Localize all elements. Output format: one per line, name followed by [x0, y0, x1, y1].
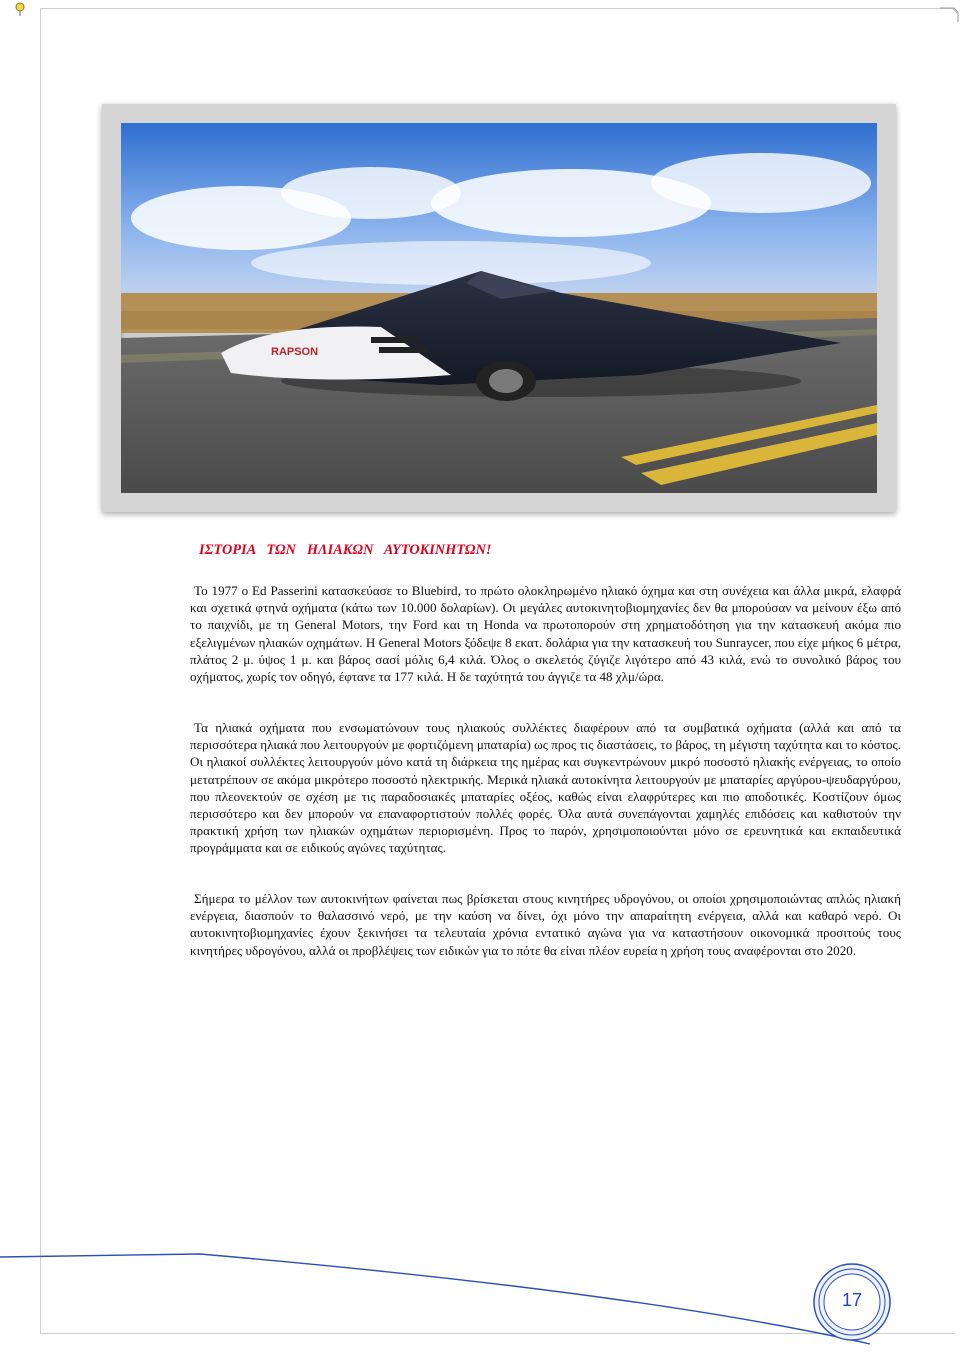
article-heading: ΙΣΤΟΡΙΑ ΤΩΝ ΗΛΙΑΚΩΝ ΑΥΤΟΚΙΝΗΤΩΝ! [199, 542, 492, 558]
svg-text:RAPSON: RAPSON [271, 346, 319, 358]
paragraph-2: Τα ηλιακά οχήματα που ενσωματώνουν τους ηλιακούς συλλέκτες διαφέρουν από τα συμβατικά οχήματα (αλλά και από τα περισσότερα ηλιακά που λειτουργούν με φορτιζόμενη μπαταρία) ως προς τις διαστάσεις, το βάρος, τη μέγιστη ταχύτητα και το κόστος. Οι ηλιακοί συλλέκτες λειτουργούν μόνο κατά τη διάρκεια της ημέρας και συγκεντρώνουν μικρό ποσοστό ηλιακής ενέργειας, το οποίο μετατρέπουν σε ακόμα μικρότερο ποσοστό ηλεκτρικής. Μερικά ηλιακά αυτοκίνητα λειτουργούν με μπαταρίες αργύρου-ψευδαργύρου, που πλεονεκτούν σε σχέση με τις παραδοσιακές μπαταρίες οξέος, καθώς είναι ελαφρύτερες και πιο αποδοτικές. Κοστίζουν όμως περισσότερο και δεν μπορούν να επαναφορτιστούν πολλές φορές. Όλα αυτά συνεπάγονται χαμηλές επιδόσεις και καθιστούν την πρακτική χρήση των ηλιακών οχημάτων περιορισμένη. Προς το παρόν, χρησιμοποιούνται μόνο σε ερευνητικά και εκπαιδευτικά προγράμματα και σε ειδικούς αγώνες ταχύτητας. [190, 720, 901, 856]
paragraph-1: Το 1977 ο Ed Passerini κατασκεύασε το Bluebird, το πρώτο ολοκληρωμένο ηλιακό όχημα και στη συνέχεια και άλλα μικρά, ελαφρά και σχετικά φτηνά οχήματα (κάτω των 10.000 δολαρίων). Οι μεγάλες αυτοκινητοβιομηχανίες δεν θα μπορούσαν να μείνουν έξω από το παιχνίδι, με τη General Motors, την Ford και τη Honda να πρωτοπορούν στη χρηματοδότηση για την κατασκευή ακόμα πιο εξελιγμένων ηλιακών οχημάτων. Η General Motors ξόδεψε 8 εκατ. δολάρια για την κατασκευή του Sunraycer, που είχε μήκος 6 μέτρα, πλάτος 2 μ. ύψος 1 μ. και βάρος σασί μόλις 6,4 κιλά. Όλος ο σκελετός ζύγιζε λιγότερο από 43 κιλά, ενώ το συνολικό βάρος του οχήματος, χωρίς τον οδηγό, έφτανε τα 177 κιλά. Η δε ταχύτητά του άγγιζε τα 48 χλμ/ώρα. [190, 583, 901, 685]
pin-icon [14, 2, 26, 16]
page-number: 17 [841, 1290, 863, 1310]
page-corner-icon [938, 2, 960, 24]
solar-car-photo [121, 123, 877, 493]
solar-car-photo-frame [102, 104, 896, 512]
paragraph-3: Σήμερα το μέλλον των αυτοκινήτων φαίνεται πως βρίσκεται στους κινητήρες υδρογόνου, οι οποίοι χρησιμοποιώντας απλώς ηλιακή ενέργεια, διασπούν το θαλασσινό νερό, με την καύση να δίνει, όχι μόνο την απαραίτητη ενέργεια, αλλά και καθαρό νερό. Οι αυτοκινητοβιομηχανίες έχουν ξεκινήσει τα τελευταία χρόνια εντατικό αγώνα για να καταστήσουν οικονομικά προσιτούς τους κινητήρες υδρογόνου, αλλά οι προβλέψεις των ειδικών για το πότε θα είναι πλέον ευρεία η χρήση τους αναφέρονται στο 2020. [190, 891, 901, 958]
